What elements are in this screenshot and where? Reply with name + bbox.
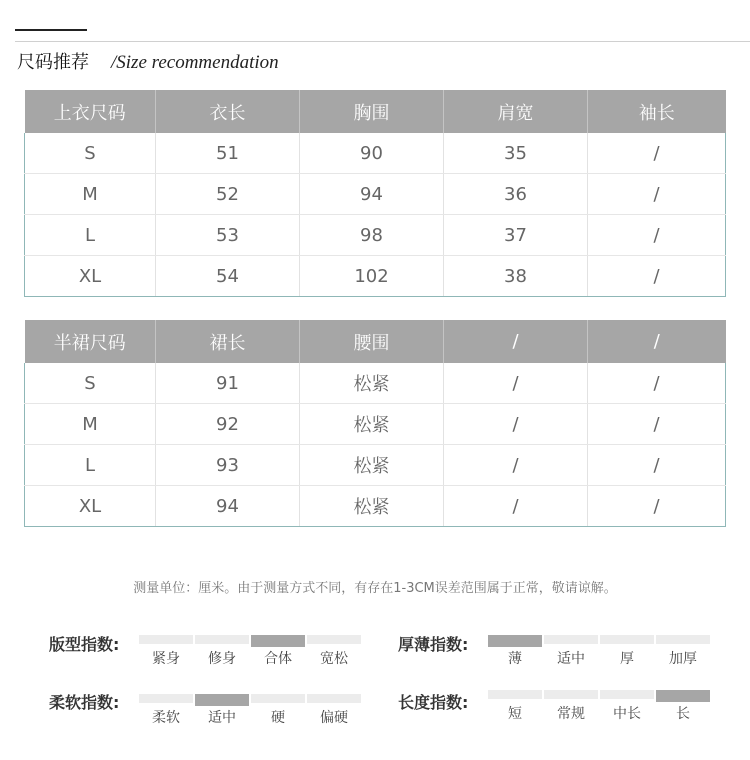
measurement-note: 测量单位：厘米。由于测量方式不同，有存在1-3CM误差范围属于正常，敬请谅解。: [133, 581, 617, 596]
fit-scale: [139, 635, 363, 665]
scale-segment: [307, 694, 361, 724]
table-cell: 54: [156, 256, 300, 297]
table-cell: 松紧: [300, 486, 444, 527]
table-cell: /: [588, 404, 726, 445]
table-cell: /: [444, 486, 588, 527]
table-cell: 102: [300, 256, 444, 297]
table-row: [25, 445, 726, 486]
header-cell: 腰围: [300, 320, 444, 363]
table-cell: /: [588, 215, 726, 256]
scale-label: 短: [508, 706, 522, 722]
header-cell: 肩宽: [444, 90, 588, 133]
scale-label: 中长: [613, 706, 641, 722]
section-heading: [17, 48, 279, 76]
table-row: [25, 215, 726, 256]
fit-index-label: 版型指数:: [49, 635, 120, 654]
scale-label: 柔软: [152, 710, 180, 726]
scale-segment: [488, 690, 542, 720]
thickness-scale: [488, 635, 712, 665]
table-cell: 38: [444, 256, 588, 297]
table-cell: 37: [444, 215, 588, 256]
table-row: [25, 256, 726, 297]
table-cell: 51: [156, 133, 300, 174]
table-row: [25, 363, 726, 404]
table-cell: S: [25, 363, 156, 404]
scale-segment: [195, 635, 249, 665]
scale-segment: [600, 635, 654, 665]
table-header-row: [25, 320, 726, 363]
table-cell: M: [25, 404, 156, 445]
length-scale: [488, 690, 712, 720]
scale-segment: [139, 694, 193, 724]
table-cell: /: [588, 133, 726, 174]
table-cell: /: [588, 486, 726, 527]
scale-segment: [544, 635, 598, 665]
scale-label: 硬: [271, 710, 285, 726]
scale-label: 长: [676, 706, 690, 722]
thickness-index-label: 厚薄指数:: [398, 635, 469, 654]
header-cell: 裙长: [156, 320, 300, 363]
scale-label: 紧身: [152, 651, 180, 667]
scale-label: 薄: [508, 651, 522, 667]
table-cell: /: [444, 445, 588, 486]
fit-index: [49, 632, 369, 672]
table-cell: 93: [156, 445, 300, 486]
scale-segment: [251, 694, 305, 724]
table-cell: /: [444, 363, 588, 404]
table-cell: 松紧: [300, 404, 444, 445]
top-divider: [15, 41, 750, 42]
scale-segment: [544, 690, 598, 720]
table-row: [25, 174, 726, 215]
table-cell: 35: [444, 133, 588, 174]
heading-title-en: /Size recommendation: [111, 52, 279, 73]
scale-segment: [656, 635, 710, 665]
table-cell: 94: [156, 486, 300, 527]
table-cell: 94: [300, 174, 444, 215]
header-cell: 袖长: [588, 90, 726, 133]
table-cell: 松紧: [300, 363, 444, 404]
scale-label: 合体: [264, 651, 292, 667]
scale-segment: [195, 694, 249, 724]
scale-label: 适中: [557, 651, 585, 667]
table-cell: 53: [156, 215, 300, 256]
table-cell: 91: [156, 363, 300, 404]
table-cell: /: [588, 445, 726, 486]
scale-segment: [139, 635, 193, 665]
table-cell: 36: [444, 174, 588, 215]
thickness-index: [398, 632, 718, 672]
length-index: [398, 690, 718, 730]
scale-label: 加厚: [669, 651, 697, 667]
table-cell: 98: [300, 215, 444, 256]
softness-index: [49, 690, 369, 730]
scale-segment: [656, 690, 710, 720]
scale-label: 修身: [208, 651, 236, 667]
table-cell: /: [444, 404, 588, 445]
table-cell: /: [588, 256, 726, 297]
table-cell: S: [25, 133, 156, 174]
header-cell: 胸围: [300, 90, 444, 133]
table-cell: 松紧: [300, 445, 444, 486]
table-cell: 52: [156, 174, 300, 215]
header-cell: 半裙尺码: [25, 320, 156, 363]
scale-label: 厚: [620, 651, 634, 667]
top-size-table: [24, 90, 726, 297]
table-row: [25, 486, 726, 527]
skirt-size-table: [24, 320, 726, 527]
table-cell: L: [25, 445, 156, 486]
scale-label: 适中: [208, 710, 236, 726]
scale-label: 偏硬: [320, 710, 348, 726]
scale-segment: [307, 635, 361, 665]
table-cell: 90: [300, 133, 444, 174]
heading-title-cn: 尺码推荐: [17, 52, 89, 73]
table-cell: /: [588, 174, 726, 215]
scale-segment: [251, 635, 305, 665]
table-header-row: [25, 90, 726, 133]
header-cell: 上衣尺码: [25, 90, 156, 133]
header-cell: /: [588, 320, 726, 363]
table-cell: L: [25, 215, 156, 256]
scale-segment: [488, 635, 542, 665]
top-accent-bar: [15, 29, 87, 31]
table-row: [25, 133, 726, 174]
table-cell: /: [588, 363, 726, 404]
table-cell: XL: [25, 486, 156, 527]
table-cell: M: [25, 174, 156, 215]
softness-scale: [139, 694, 363, 724]
scale-segment: [600, 690, 654, 720]
header-cell: /: [444, 320, 588, 363]
softness-index-label: 柔软指数:: [49, 693, 120, 712]
table-cell: 92: [156, 404, 300, 445]
table-row: [25, 404, 726, 445]
scale-label: 常规: [557, 706, 585, 722]
length-index-label: 长度指数:: [398, 693, 469, 712]
table-cell: XL: [25, 256, 156, 297]
header-cell: 衣长: [156, 90, 300, 133]
scale-label: 宽松: [320, 651, 348, 667]
